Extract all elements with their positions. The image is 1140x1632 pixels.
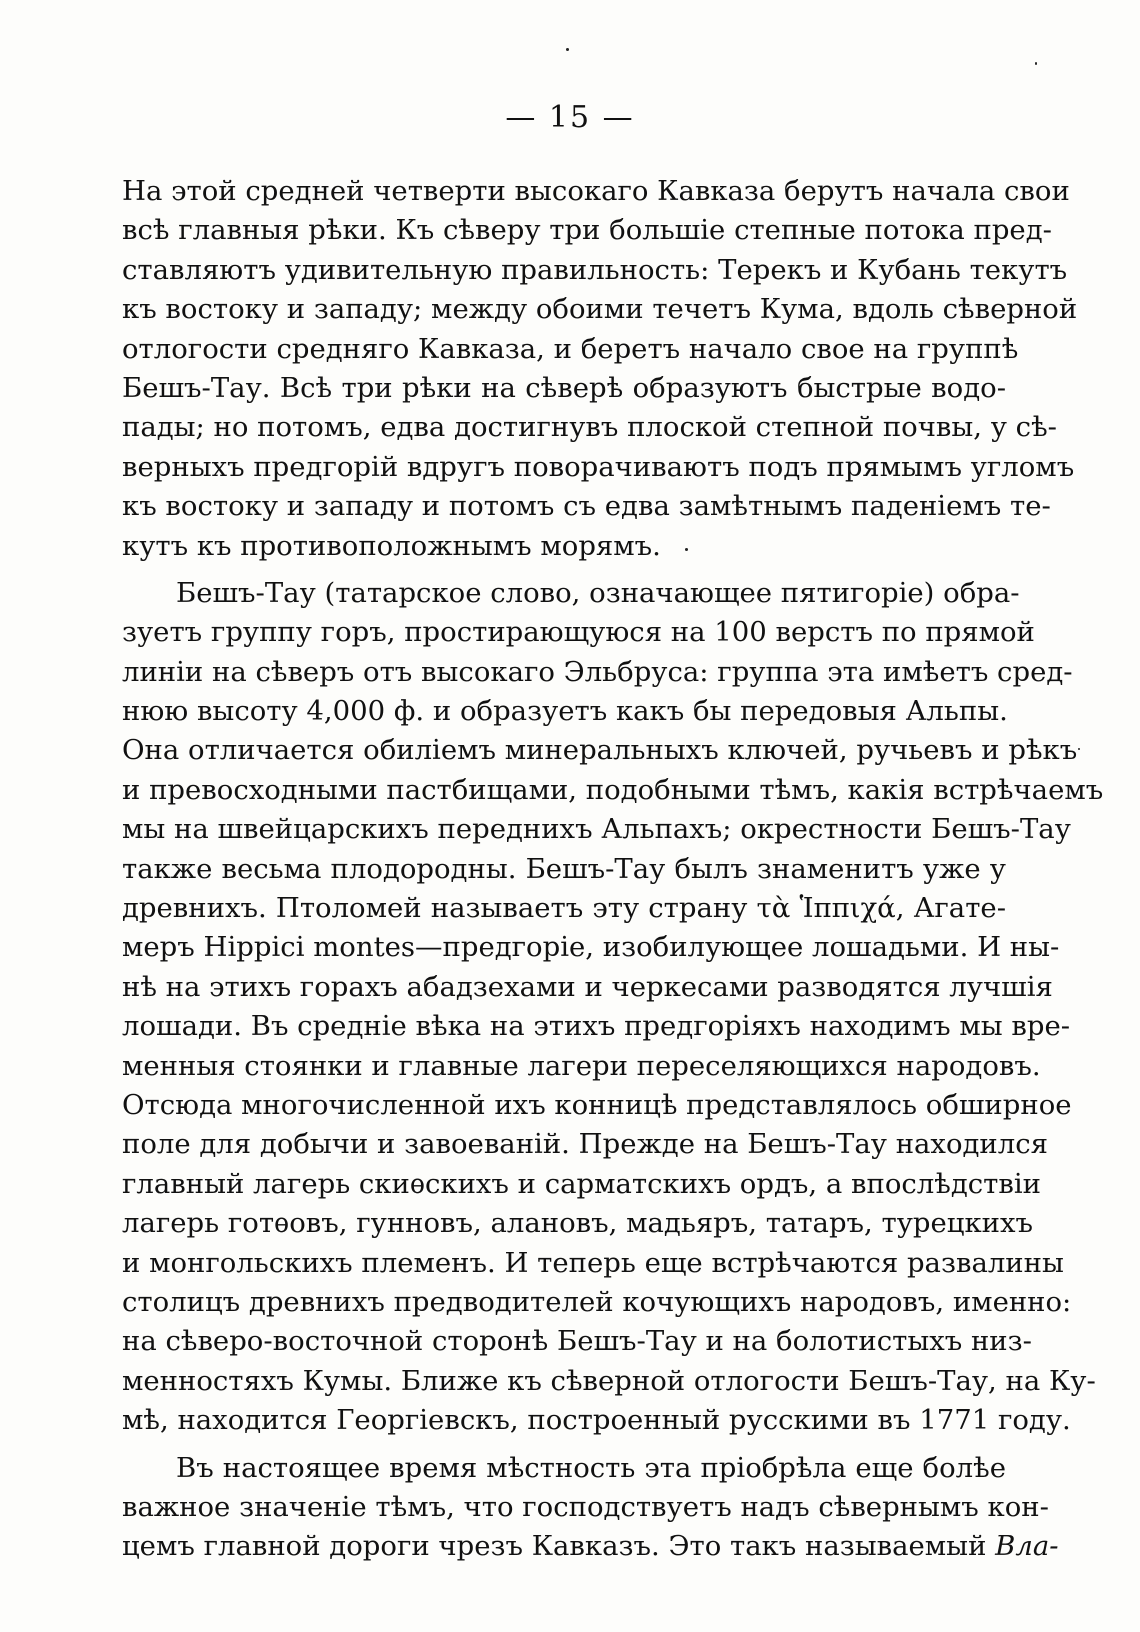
text-line: главный лагерь скиѳскихъ и сарматскихъ ордъ, а впослѣдствіи bbox=[122, 1167, 1041, 1200]
text-line: менныя стоянки и главные лагери переселяющихся народовъ. bbox=[122, 1049, 1041, 1082]
text-line: Бешъ-Тау. Всѣ три рѣки на сѣверѣ образуютъ быстрые водо- bbox=[122, 371, 1006, 404]
text-line: кутъ къ противоположнымъ морямъ. bbox=[122, 529, 661, 562]
text-line: Въ настоящее время мѣстность эта пріобрѣла еще болѣе bbox=[176, 1451, 1006, 1484]
text-line: поле для добычи и завоеваній. Прежде на Бешъ-Тау находился bbox=[122, 1128, 1048, 1161]
text-line-part: цемъ главной дороги чрезъ Кавказъ. Это такъ называемый bbox=[122, 1530, 987, 1563]
text-line: также весьма плодородны. Бешъ-Тау былъ знаменитъ уже у bbox=[122, 852, 1006, 885]
text-line: къ востоку и западу; между обоими течетъ Кума, вдоль сѣверной bbox=[122, 293, 1078, 326]
text-line: ставляютъ удивительную правильность: Терекъ и Кубань текутъ bbox=[122, 253, 1068, 286]
text-line: нѣ на этихъ горахъ абадзехами и черкесами разводятся лучшія bbox=[122, 970, 1053, 1003]
text-line: Она отличается обиліемъ минеральныхъ ключей, ручьевъ и рѣкъ bbox=[122, 734, 1078, 767]
text-line: зуетъ группу горъ, простирающуюся на 100 верстъ по прямой bbox=[122, 616, 1035, 649]
text-line: верныхъ предгорій вдругъ поворачиваютъ подъ прямымъ угломъ bbox=[122, 450, 1075, 483]
scan-speck bbox=[566, 48, 569, 51]
text-line: лагерь готѳовъ, гунновъ, алановъ, мадьяръ, татаръ, турецкихъ bbox=[122, 1207, 1034, 1240]
page-number: — 15 — bbox=[505, 100, 635, 135]
paragraph-1 bbox=[122, 172, 1078, 566]
paragraph-3 bbox=[122, 1449, 1059, 1567]
text-line: Отсюда многочисленной ихъ конницѣ представлялось обширное bbox=[122, 1088, 1072, 1121]
text-line: менностяхъ Кумы. Ближе къ сѣверной отлогости Бешъ-Тау, на Ку- bbox=[122, 1364, 1096, 1397]
text-line: лошади. Въ средніе вѣка на этихъ предгоріяхъ находимъ мы вре- bbox=[122, 1010, 1071, 1043]
text-line bbox=[122, 1527, 1059, 1566]
text-line: На этой средней четверти высокаго Кавказа берутъ начала свои bbox=[122, 175, 1070, 207]
scan-speck bbox=[1078, 748, 1080, 750]
body-text bbox=[122, 172, 1104, 1567]
text-line: важное значеніе тѣмъ, что господствуетъ надъ сѣвернымъ кон- bbox=[122, 1490, 1049, 1523]
scan-speck bbox=[1035, 62, 1037, 65]
text-line: Бешъ-Тау (татарское слово, означающее пятигоріе) обра- bbox=[176, 576, 1020, 609]
text-line: мѣ, находится Георгіевскъ, построенный русскими въ 1771 году. bbox=[122, 1404, 1071, 1437]
text-line: и монгольскихъ племенъ. И теперь еще встрѣчаются развалины bbox=[122, 1246, 1064, 1279]
hyphenated-italic-word: Вла- bbox=[995, 1530, 1059, 1563]
text-line: мы на швейцарскихъ переднихъ Альпахъ; окрестности Бешъ-Тау bbox=[122, 813, 1071, 846]
text-line: меръ Hippici montes—предгоріе, изобилующее лошадьми. И ны- bbox=[122, 931, 1060, 964]
text-line: древнихъ. Птоломей называетъ эту страну τὰ Ἱππιχά, Агате- bbox=[122, 892, 1006, 925]
text-line: на сѣверо-восточной сторонѣ Бешъ-Тау и на болотистыхъ низ- bbox=[122, 1325, 1032, 1358]
text-line: всѣ главныя рѣки. Къ сѣверу три большіе степные потока пред- bbox=[122, 214, 1052, 247]
text-line: нюю высоту 4,000 ф. и образуетъ какъ бы передовыя Альпы. bbox=[122, 695, 1008, 728]
text-line: пады; но потомъ, едва достигнувъ плоской степной почвы, у сѣ- bbox=[122, 411, 1057, 444]
text-line: къ востоку и западу и потомъ съ едва замѣтнымъ паденіемъ те- bbox=[122, 490, 1051, 523]
scan-speck bbox=[685, 548, 688, 551]
text-line: и превосходными пастбищами, подобными тѣмъ, какія встрѣчаемъ bbox=[122, 773, 1104, 806]
paragraph-2 bbox=[122, 574, 1104, 1441]
text-line: линіи на сѣверъ отъ высокаго Эльбруса: группа эта имѣетъ сред- bbox=[122, 655, 1073, 688]
text-line: отлогости средняго Кавказа, и беретъ начало свое на группѣ bbox=[122, 332, 1019, 365]
text-line: столицъ древнихъ предводителей кочующихъ народовъ, именно: bbox=[122, 1285, 1072, 1318]
